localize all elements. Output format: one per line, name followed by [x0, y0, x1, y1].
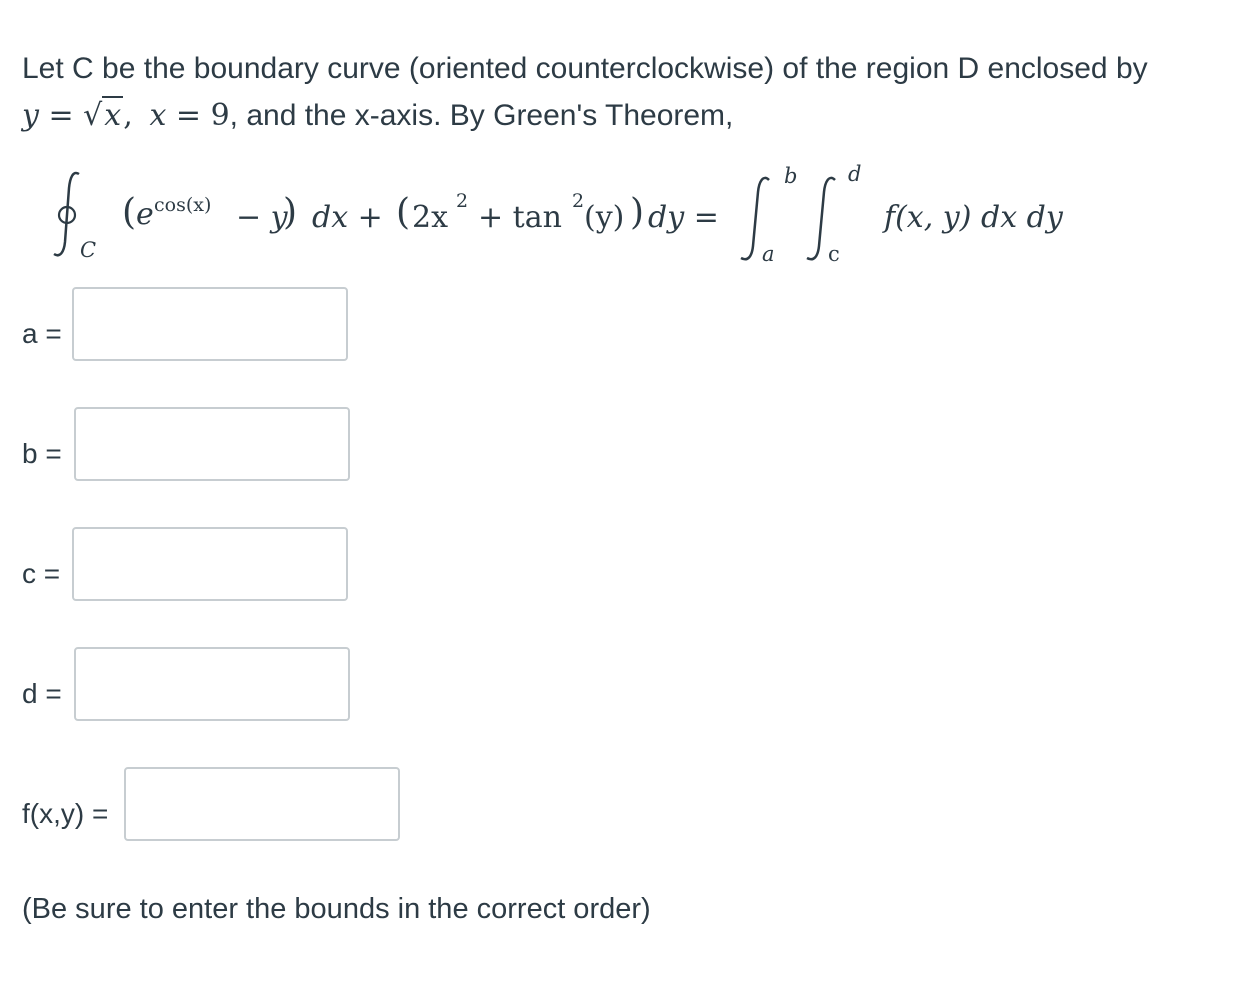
dx-plus: dx +: [312, 200, 383, 235]
var-x: x: [149, 98, 167, 133]
e-exponent: cos(x): [154, 194, 212, 216]
label-b: b =: [22, 438, 62, 469]
label-fxy: f(x,y) =: [22, 798, 109, 829]
paren-open: (: [122, 192, 137, 233]
paren2-close: ): [630, 192, 645, 233]
e-base: e: [136, 197, 154, 232]
label-c: c =: [22, 558, 61, 589]
minus-y: − y: [236, 200, 288, 235]
lower-bound-a: a: [762, 242, 775, 266]
problem-line-2: [22, 98, 734, 133]
input-d[interactable]: [74, 647, 350, 721]
problem-rest: , and the x-axis. By Green's Theorem,: [229, 99, 734, 132]
input-b[interactable]: [74, 407, 350, 481]
paren2-open: (: [396, 192, 411, 233]
two-x: 2x: [412, 200, 449, 235]
greens-theorem-equation: [80, 160, 1120, 270]
plus-tan: + tan: [478, 200, 562, 235]
sqrt-symbol: √x: [83, 98, 122, 133]
dy-equals: dy =: [648, 200, 719, 235]
problem-line-1: Let C be the boundary curve (oriented counterclockwise) of the region D enclosed by: [22, 52, 1148, 85]
equals: =: [38, 98, 84, 133]
of-y: (y): [584, 200, 625, 235]
square-2: 2: [572, 190, 585, 212]
contour-subscript: C: [80, 238, 97, 262]
equals-nine: = 9: [166, 98, 230, 133]
upper-bound-b: b: [784, 164, 798, 188]
paren-close: ): [283, 192, 298, 233]
bounds-order-note: (Be sure to enter the bounds in the correct order): [22, 893, 651, 925]
label-a: a =: [22, 318, 62, 349]
square-1: 2: [456, 190, 469, 212]
integrand: f(x, y) dx dy: [884, 200, 1063, 235]
input-fxy[interactable]: [124, 767, 400, 841]
lower-bound-c: c: [828, 242, 840, 266]
sqrt-arg: x: [104, 98, 122, 133]
input-c[interactable]: [72, 527, 348, 601]
upper-bound-d: d: [848, 162, 862, 186]
label-d: d =: [22, 678, 62, 709]
comma: ,: [123, 98, 133, 133]
input-a[interactable]: [72, 287, 348, 361]
var-y: y: [22, 98, 39, 133]
